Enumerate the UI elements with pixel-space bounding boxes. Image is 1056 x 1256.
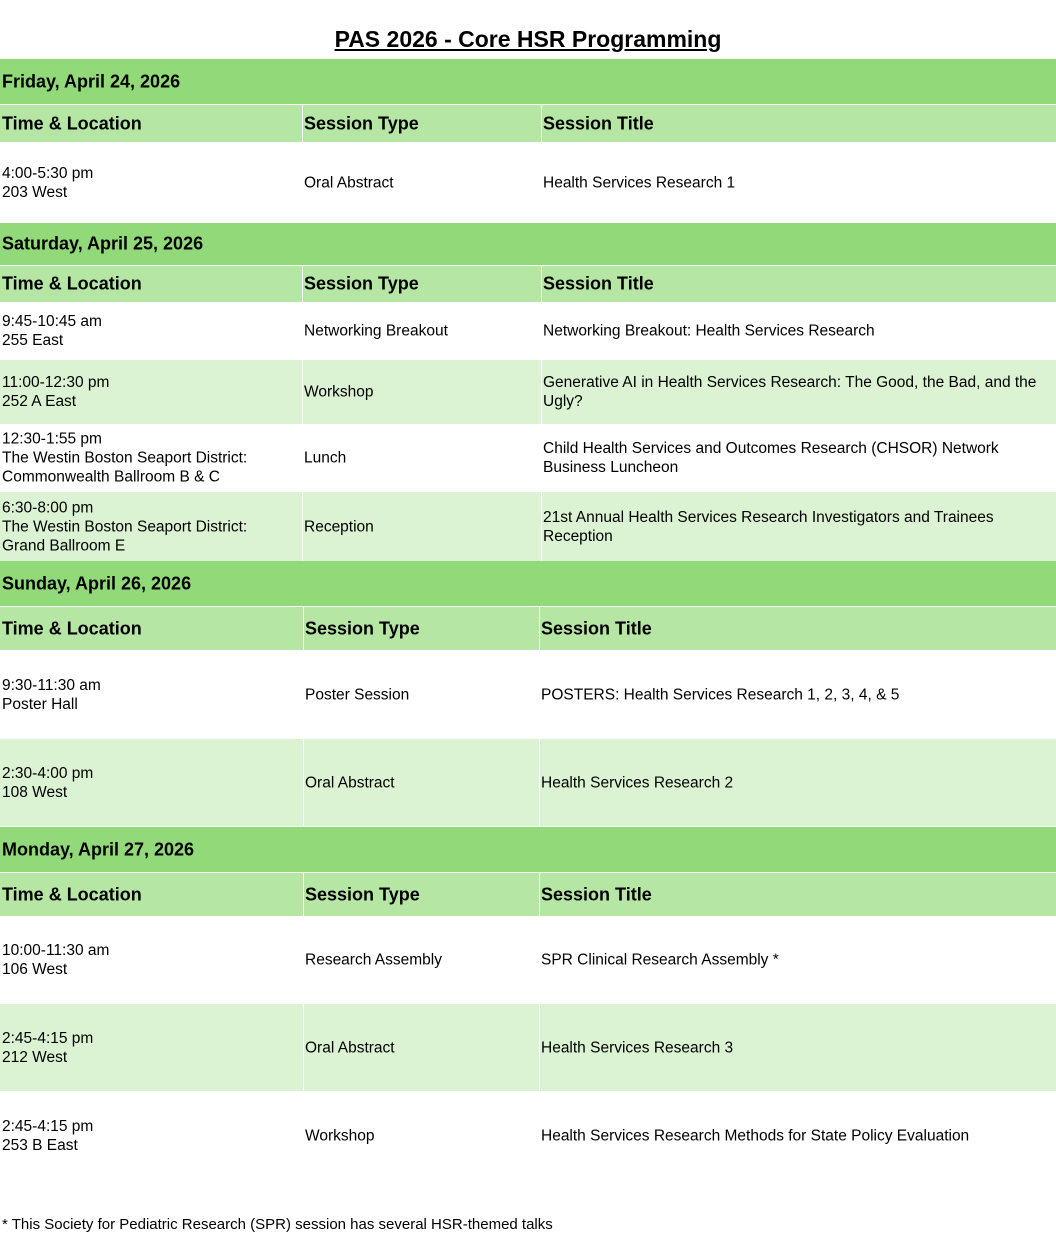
col-header-time-location: Time & Location: [2, 884, 142, 904]
session-title: Health Services Research Methods for State Policy Evaluation: [541, 1127, 970, 1144]
session-title: Health Services Research 2: [541, 774, 734, 791]
session-title-cell: [541, 951, 1054, 970]
column-divider: [541, 105, 542, 142]
session-location: Grand Ballroom E: [2, 537, 126, 554]
time-location-cell: [2, 498, 247, 555]
session-title: POSTERS: Health Services Research 1, 2, 3, 4, & 5: [541, 686, 900, 703]
session-title-cell: [543, 439, 1054, 477]
session-title-cell: [543, 373, 1054, 411]
time-location-cell: [2, 164, 93, 202]
session-time: 2:45-4:15 pm: [2, 1029, 94, 1047]
time-location-cell: [2, 676, 101, 714]
session-type-cell: Workshop: [305, 1127, 375, 1144]
session-location: 252 A East: [2, 393, 77, 410]
column-divider: [539, 1004, 540, 1091]
session-time: 2:45-4:15 pm: [2, 1117, 94, 1135]
session-title: Health Services Research 3: [541, 1039, 734, 1056]
session-type-cell: Oral Abstract: [304, 174, 394, 191]
day-header: [0, 223, 1056, 265]
col-header-time-location: Time & Location: [2, 113, 142, 133]
column-divider: [541, 360, 542, 424]
col-header-session-title: Session Title: [541, 884, 652, 904]
col-header-session-title: Session Title: [543, 273, 654, 294]
column-divider: [539, 739, 540, 826]
time-location-cell: [2, 430, 247, 487]
session-title: Generative AI in Health Services Research: The Good, the Bad, and the Ugly?: [543, 374, 1037, 410]
session-location: 253 B East: [2, 1136, 78, 1154]
session-title-cell: [541, 1038, 1054, 1057]
time-location-cell: [2, 373, 109, 411]
col-header-session-type: Session Type: [304, 273, 419, 294]
time-location-cell: [2, 1029, 93, 1067]
time-location-cell: [2, 312, 102, 350]
session-row: [0, 360, 1056, 424]
column-divider: [302, 492, 303, 561]
session-row: [0, 1004, 1056, 1091]
time-location-cell: [2, 941, 109, 979]
col-header-time-location: Time & Location: [2, 618, 142, 638]
session-row: [0, 424, 1056, 492]
col-header-session-type: Session Type: [304, 113, 419, 133]
session-time: 9:45-10:45 am: [2, 313, 102, 330]
session-location: 108 West: [2, 783, 68, 801]
session-time: 4:00-5:30 pm: [2, 164, 94, 182]
session-row: [0, 302, 1056, 360]
session-title: Health Services Research 1: [543, 174, 736, 191]
session-title: Child Health Services and Outcomes Research (CHSOR) Network Business Luncheon: [543, 440, 999, 476]
session-title-cell: [543, 322, 1054, 341]
session-title-cell: [543, 508, 1054, 546]
column-header-row: [0, 872, 1056, 916]
day-label: Monday, April 27, 2026: [2, 839, 195, 859]
column-header-row: [0, 104, 1056, 142]
column-divider: [303, 873, 304, 916]
session-title-cell: [543, 173, 1054, 192]
session-title: 21st Annual Health Services Research Investigators and Trainees Reception: [543, 508, 994, 545]
column-divider: [539, 873, 540, 916]
session-type-cell: Workshop: [304, 383, 374, 401]
time-location-cell: [2, 764, 93, 802]
day-header: [0, 827, 1056, 872]
page-title: PAS 2026 - Core HSR Programming: [334, 26, 722, 52]
session-title: SPR Clinical Research Assembly *: [541, 951, 779, 969]
session-time: 10:00-11:30 am: [2, 942, 110, 959]
time-location-cell: [2, 1117, 93, 1155]
session-location: 255 East: [2, 332, 64, 349]
day-label: Friday, April 24, 2026: [2, 71, 181, 91]
col-header-time-location: Time & Location: [2, 273, 142, 294]
column-header-row: [0, 265, 1056, 302]
session-location: The Westin Boston Seaport District:: [2, 518, 248, 535]
session-location: The Westin Boston Seaport District:: [2, 449, 248, 467]
session-time: 12:30-1:55 pm: [2, 430, 102, 448]
day-label: Sunday, April 26, 2026: [2, 573, 192, 593]
session-location: 203 West: [2, 183, 68, 201]
column-divider: [302, 105, 303, 142]
column-divider: [303, 739, 304, 826]
session-type-cell: Poster Session: [305, 686, 410, 703]
session-location: 212 West: [2, 1048, 68, 1066]
col-header-session-type: Session Type: [305, 884, 420, 904]
column-divider: [539, 607, 540, 650]
session-row: [0, 916, 1056, 1004]
session-type-cell: Oral Abstract: [305, 1039, 395, 1056]
session-type-cell: Reception: [304, 518, 374, 535]
session-title: Networking Breakout: Health Services Research: [543, 322, 875, 340]
session-row: [0, 142, 1056, 223]
session-row: [0, 650, 1056, 739]
session-type-cell: Research Assembly: [305, 951, 442, 969]
session-title-cell: [541, 1126, 1054, 1145]
column-divider: [302, 360, 303, 424]
footnote: * This Society for Pediatric Research (SPR) session has several HSR-themed talks: [2, 1216, 553, 1233]
session-title-cell: [541, 773, 1054, 792]
column-divider: [541, 266, 542, 302]
session-time: 11:00-12:30 pm: [2, 374, 110, 391]
column-header-row: [0, 606, 1056, 650]
column-divider: [302, 266, 303, 302]
session-location: 106 West: [2, 961, 68, 978]
column-divider: [303, 1004, 304, 1091]
session-location: Commonwealth Ballroom B & C: [2, 468, 220, 486]
session-row: [0, 492, 1056, 561]
session-type-cell: Lunch: [304, 449, 347, 467]
session-row: [0, 739, 1056, 826]
session-type-cell: Oral Abstract: [305, 774, 395, 791]
session-row: [0, 1091, 1056, 1180]
session-location: Poster Hall: [2, 695, 78, 713]
col-header-session-type: Session Type: [305, 618, 420, 638]
col-header-session-title: Session Title: [541, 618, 652, 638]
session-time: 9:30-11:30 am: [2, 676, 101, 694]
session-title-cell: [541, 685, 1054, 704]
session-time: 6:30-8:00 pm: [2, 499, 94, 516]
session-type-cell: Networking Breakout: [304, 322, 448, 340]
session-time: 2:30-4:00 pm: [2, 764, 94, 782]
column-divider: [541, 492, 542, 561]
col-header-session-title: Session Title: [543, 113, 654, 133]
column-divider: [303, 607, 304, 650]
day-header: [0, 59, 1056, 104]
day-label: Saturday, April 25, 2026: [2, 233, 204, 254]
day-header: [0, 561, 1056, 606]
